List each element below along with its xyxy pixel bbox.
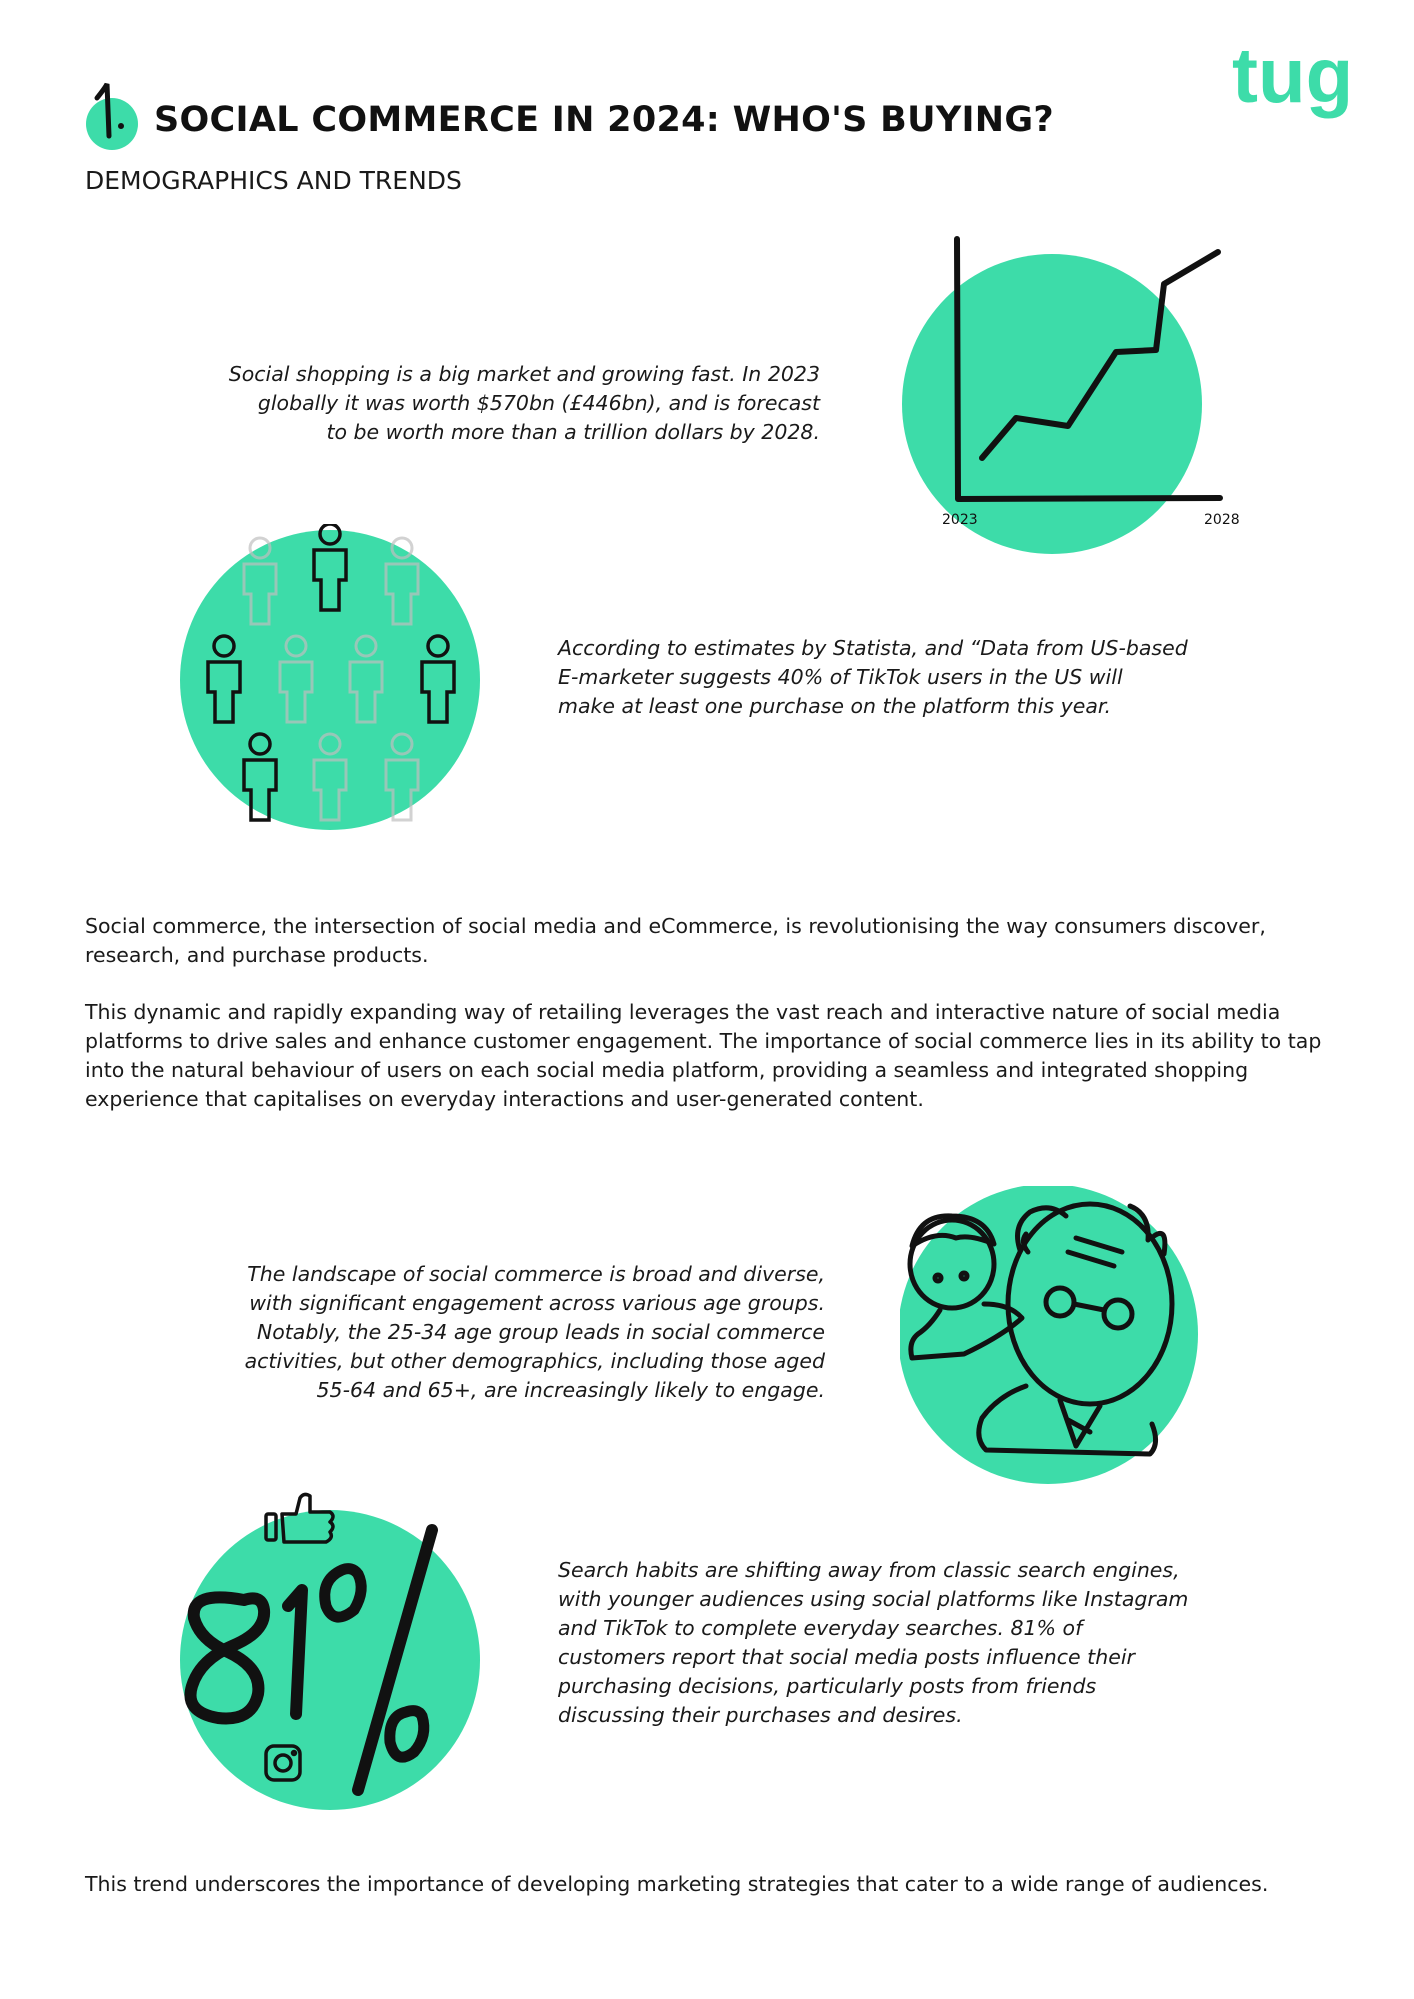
text-line: purchasing decisions, particularly posts from friends <box>558 1674 1097 1698</box>
intro-paragraph-1 <box>85 912 1345 970</box>
growth-chart-illustration <box>900 236 1260 556</box>
young-and-elderly-faces-illustration <box>900 1186 1210 1486</box>
people-crowd-illustration <box>180 524 480 840</box>
page-title: SOCIAL COMMERCE IN 2024: WHO'S BUYING? <box>154 100 1055 140</box>
text-line: Search habits are shifting away from classic search engines, <box>558 1558 1180 1582</box>
text-line: This dynamic and rapidly expanding way of retailing leverages the vast reach and interactive nature of social media <box>85 1000 1281 1024</box>
tug-logo <box>1232 40 1372 130</box>
text-line: into the natural behaviour of users on each social media platform, providing a seamless and integrated shopping <box>85 1058 1249 1082</box>
market-size-text <box>180 360 820 447</box>
text-line: platforms to drive sales and enhance customer engagement. The importance of social commerce lies in its ability to tap <box>85 1029 1322 1053</box>
text-line: research, and purchase products. <box>85 943 429 967</box>
text-line: customers report that social media posts influence their <box>558 1645 1135 1669</box>
text-line: Notably, the 25-34 age group leads in social commerce <box>256 1320 825 1344</box>
text-line: to be worth more than a trillion dollars by 2028. <box>326 420 820 444</box>
svg-text:81%: 81% <box>170 1490 173 1491</box>
text-line: experience that capitalises on everyday interactions and user-generated content. <box>85 1087 924 1111</box>
eighty-one-percent-illustration <box>170 1490 490 1810</box>
text-line: with significant engagement across various age groups. <box>249 1291 825 1315</box>
text-line: and TikTok to complete everyday searches. 81% of <box>558 1616 1083 1640</box>
text-line: The landscape of social commerce is broad and diverse, <box>247 1262 825 1286</box>
svg-text:tug: tug <box>1232 40 1354 119</box>
text-line: with younger audiences using social platforms like Instagram <box>558 1587 1189 1611</box>
text-line: Social commerce, the intersection of social media and eCommerce, is revolutionising the way consumers discover, <box>85 914 1266 938</box>
text-line: Social shopping is a big market and growing fast. In 2023 <box>228 362 820 386</box>
text-line: discussing their purchases and desires. <box>558 1703 963 1727</box>
text-line: According to estimates by Statista, and “Data from US-based <box>558 636 1188 660</box>
chart-label-end: 2028 <box>1204 512 1240 528</box>
text-line: activities, but other demographics, including those aged <box>244 1349 825 1373</box>
page-subtitle: DEMOGRAPHICS AND TRENDS <box>85 166 462 195</box>
svg-text:1.: 1. <box>83 78 84 79</box>
text-line: 55-64 and 65+, are increasingly likely to engage. <box>316 1378 825 1402</box>
section-number-badge <box>83 78 141 150</box>
search-habits-text <box>558 1556 1218 1730</box>
tiktok-stat-text <box>558 634 1218 721</box>
text-line: E-marketer suggests 40% of TikTok users in the US will <box>558 665 1123 689</box>
text-line: globally it was worth $570bn (£446bn), and is forecast <box>257 391 820 415</box>
chart-label-start: 2023 <box>942 512 978 528</box>
intro-paragraph-2 <box>85 998 1355 1114</box>
closing-text: This trend underscores the importance of developing marketing strategies that cater to a wide range of audiences. <box>85 1872 1269 1896</box>
age-groups-text <box>200 1260 825 1405</box>
text-line: make at least one purchase on the platform this year. <box>558 694 1111 718</box>
